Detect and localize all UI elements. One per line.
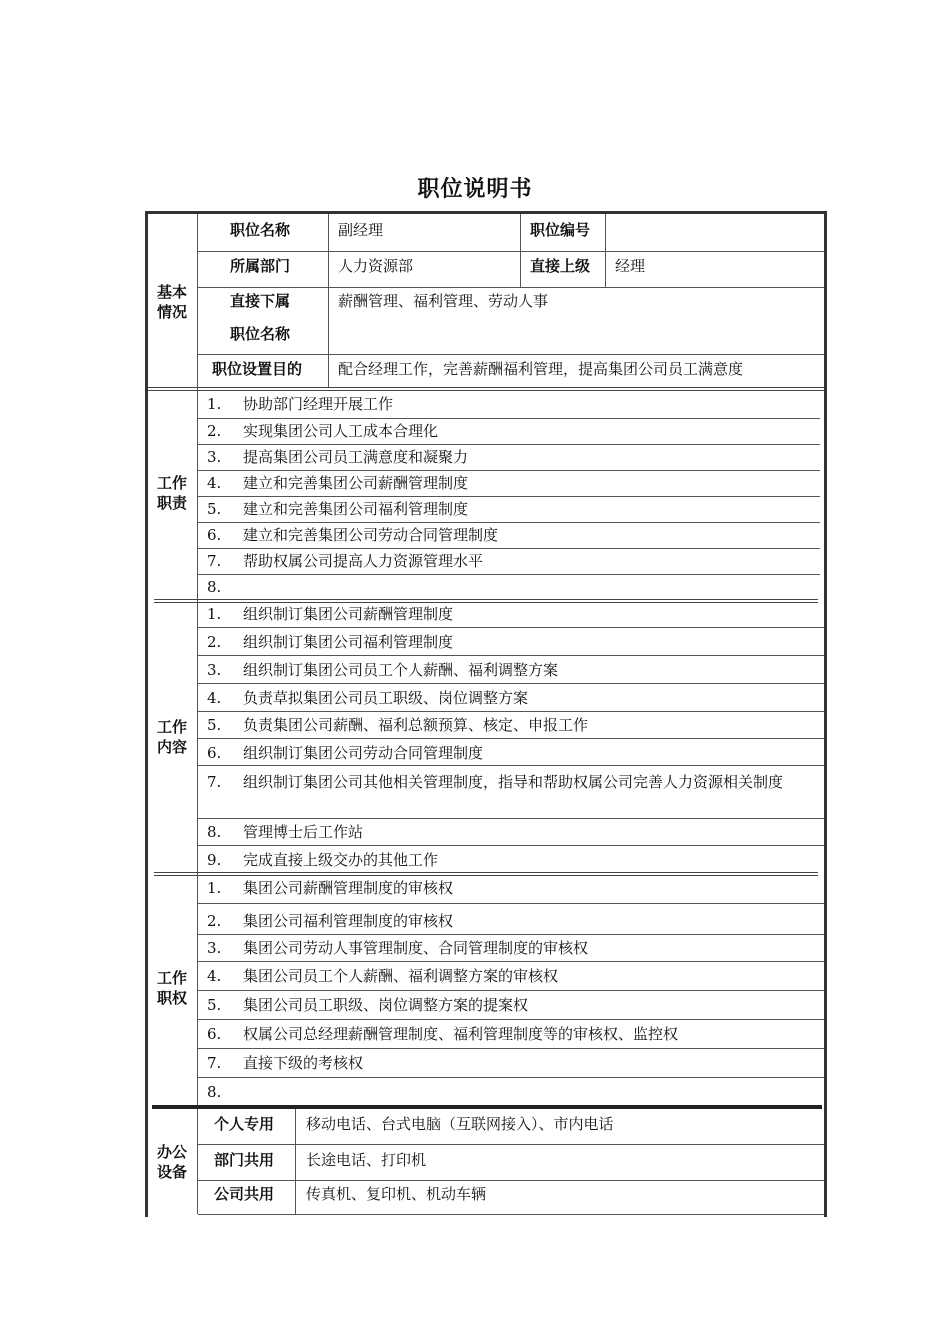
label-subordinate-2: 职位名称 [230, 325, 291, 343]
label-position-name: 职位名称 [230, 221, 291, 239]
equipment-col-divider [295, 1109, 296, 1214]
list-item: 8. [207, 578, 222, 596]
list-item: 9. 完成直接上级交办的其他工作 [207, 851, 439, 869]
list-item: 8. [207, 1083, 222, 1101]
row-line [198, 903, 824, 904]
section-separator [148, 387, 824, 391]
row-line [198, 444, 820, 445]
list-item: 2. 实现集团公司人工成本合理化 [207, 422, 439, 440]
value-subordinates: 薪酬管理、福利管理、劳动人事 [338, 292, 549, 310]
list-item: 5. 负责集团公司薪酬、福利总额预算、核定、申报工作 [207, 716, 589, 734]
list-item: 1. 集团公司薪酬管理制度的审核权 [207, 879, 454, 897]
section-label-duties: 工作 职责 [156, 474, 187, 512]
list-item: 4. 负责草拟集团公司员工职级、岗位调整方案 [207, 689, 529, 707]
row-line [198, 522, 820, 523]
row-line [198, 934, 824, 935]
list-item: 6. 权属公司总经理薪酬管理制度、福利管理制度等的审核权、监控权 [207, 1025, 679, 1043]
value-superior: 经理 [615, 257, 646, 275]
section-separator [154, 599, 818, 603]
label-department-shared: 部门共用 [214, 1151, 275, 1169]
section-divider [197, 214, 198, 1214]
row-line [198, 711, 824, 712]
row-line [198, 418, 820, 419]
row-line [198, 354, 824, 355]
label-purpose: 职位设置目的 [212, 360, 303, 378]
list-item: 6. 建立和完善集团公司劳动合同管理制度 [207, 526, 499, 544]
value-position-name: 副经理 [338, 221, 384, 239]
label-superior: 直接上级 [530, 257, 591, 275]
row-line [198, 1077, 824, 1078]
row-line [198, 548, 820, 549]
list-item: 4. 集团公司员工个人薪酬、福利调整方案的审核权 [207, 967, 559, 985]
row-line [198, 1180, 824, 1181]
list-item: 2. 组织制订集团公司福利管理制度 [207, 633, 454, 651]
list-item: 7. 组织制订集团公司其他相关管理制度，指导和帮助权属公司完善人力资源相关制度 [207, 773, 784, 791]
label-position-no: 职位编号 [530, 221, 591, 239]
list-item: 5. 建立和完善集团公司福利管理制度 [207, 500, 469, 518]
list-item: 1. 协助部门经理开展工作 [207, 395, 394, 413]
document-title: 职位说明书 [417, 177, 533, 202]
value-department-shared: 长途电话、打印机 [306, 1151, 427, 1169]
list-item: 4. 建立和完善集团公司薪酬管理制度 [207, 474, 469, 492]
value-company-shared: 传真机、复印机、机动车辆 [306, 1185, 487, 1203]
section-separator-thick [152, 1105, 822, 1109]
list-item: 6. 组织制订集团公司劳动合同管理制度 [207, 744, 484, 762]
row-line [198, 765, 824, 766]
label-personal: 个人专用 [214, 1115, 275, 1133]
row-line [198, 287, 824, 288]
list-item: 3. 集团公司劳动人事管理制度、合同管理制度的审核权 [207, 939, 589, 957]
value-department: 人力资源部 [338, 257, 414, 275]
list-item: 2. 集团公司福利管理制度的审核权 [207, 912, 454, 930]
row-line [198, 1214, 824, 1215]
section-label-authority: 工作 职权 [156, 969, 187, 1007]
list-item: 1. 组织制订集团公司薪酬管理制度 [207, 605, 454, 623]
row-line [198, 818, 824, 819]
label-department: 所属部门 [230, 257, 291, 275]
row-line [198, 683, 824, 684]
row-line [198, 627, 824, 628]
row-line [198, 655, 824, 656]
row-line [198, 251, 824, 252]
row-line [198, 1019, 824, 1020]
section-label-basic: 基本 情况 [156, 283, 187, 321]
row-line [198, 845, 824, 846]
row-line [198, 1048, 824, 1049]
list-item: 3. 提高集团公司员工满意度和凝聚力 [207, 448, 469, 466]
row-line [198, 574, 820, 575]
section-separator [154, 872, 818, 876]
row-line [198, 961, 824, 962]
row-line [198, 470, 820, 471]
label-subordinate-1: 直接下属 [230, 292, 291, 310]
list-item: 8. 管理博士后工作站 [207, 823, 364, 841]
list-item: 3. 组织制订集团公司员工个人薪酬、福利调整方案 [207, 661, 559, 679]
value-purpose: 配合经理工作，完善薪酬福利管理，提高集团公司员工满意度 [338, 360, 744, 378]
row-line [198, 1144, 824, 1145]
row-line [198, 738, 824, 739]
row-line [198, 990, 824, 991]
list-item: 7. 直接下级的考核权 [207, 1054, 364, 1072]
label-company-shared: 公司共用 [214, 1185, 275, 1203]
section-label-content: 工作 内容 [156, 718, 187, 756]
value-personal: 移动电话、台式电脑（互联网接入）、市内电话 [306, 1115, 614, 1133]
section-label-equipment: 办公 设备 [156, 1143, 187, 1181]
list-item: 7. 帮助权属公司提高人力资源管理水平 [207, 552, 484, 570]
list-item: 5. 集团公司员工职级、岗位调整方案的提案权 [207, 996, 529, 1014]
basic-col-divider [328, 214, 329, 388]
row-line [198, 496, 820, 497]
